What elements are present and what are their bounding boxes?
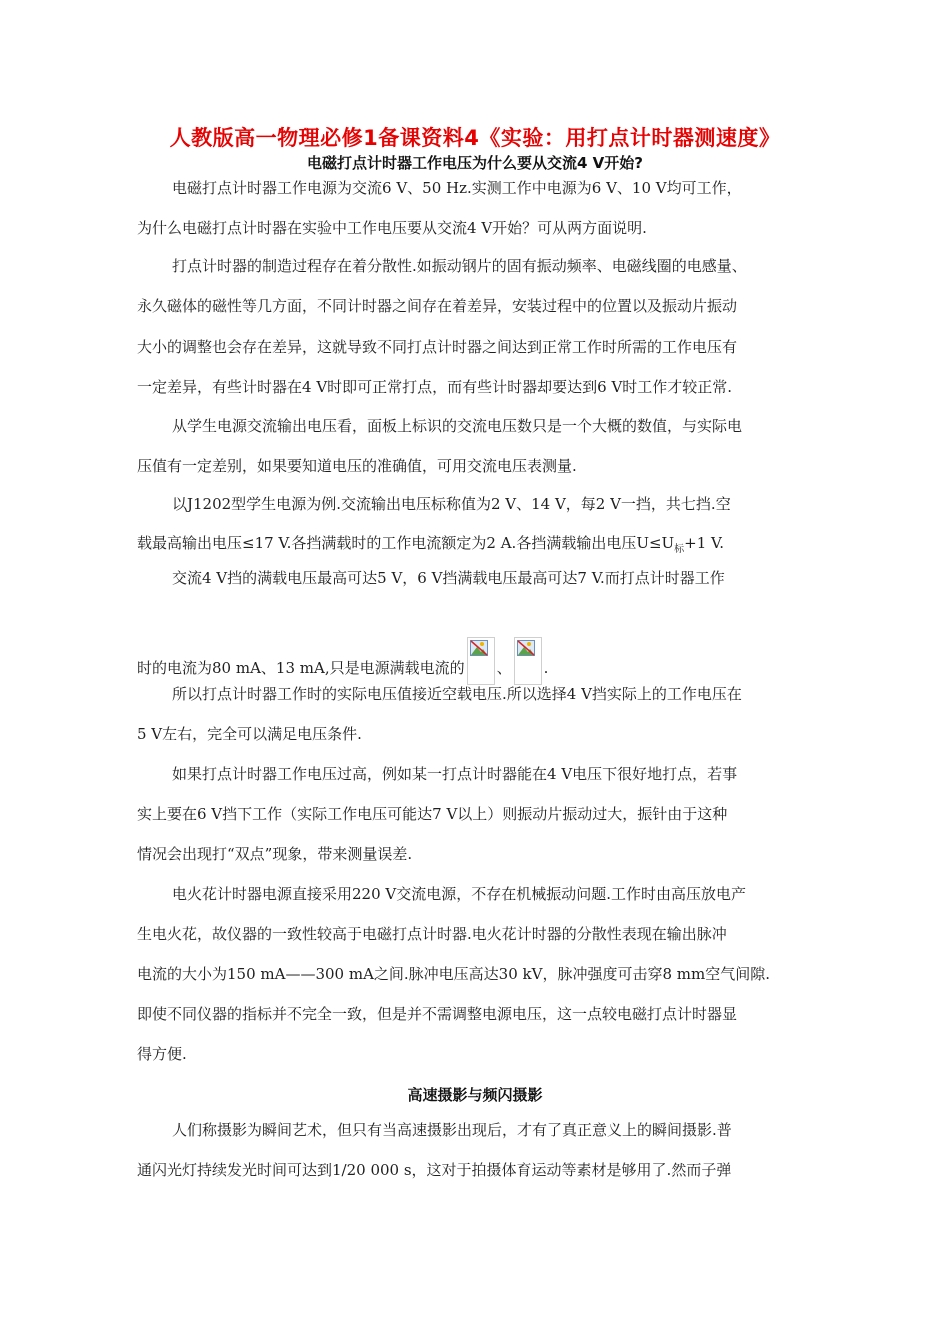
paragraph-line: 永久磁体的磁性等几方面，不同计时器之间存在着差异，安装过程中的位置以及振动片振动 [137,297,738,315]
paragraph-line: 为什么电磁打点计时器在实验中工作电压要从交流4 V开始？可从两方面说明. [137,219,647,237]
paragraph-line: 压值有一定差别，如果要知道电压的准确值，可用交流电压表测量. [137,457,577,475]
paragraph-line: 即使不同仪器的指标并不完全一致，但是并不需调整电源电压，这一点较电磁打点计时器显 [137,1005,738,1023]
section-heading-voltage: 电磁打点计时器工作电压为什么要从交流4 V开始? [307,154,643,172]
paragraph-line: 交流4 V挡的满载电压最高可达5 V，6 V挡满载电压最高可达7 V.而打点计时器工作 [172,569,725,587]
paragraph-line [137,533,724,560]
text-run: . [543,659,549,677]
paragraph-line: 电火花计时器电源直接采用220 V交流电源，不存在机械振动问题.工作时由高压放电产 [172,885,747,903]
paragraph-line: 从学生电源交流输出电压看，面板上标识的交流电压数只是一个大概的数值，与实际电 [172,417,743,435]
paragraph-line: 所以打点计时器工作时的实际电压值接近空载电压.所以选择4 V挡实际上的工作电压在 [172,685,742,703]
paragraph-line: 得方便. [137,1045,187,1063]
paragraph-line: 生电火花，故仪器的一致性较高于电磁打点计时器.电火花计时器的分散性表现在输出脉冲 [137,925,727,943]
paragraph-line: 电流的大小为150 mA——300 mA之间.脉冲电压高达30 kV，脉冲强度可击穿8 mm空气间隙. [137,965,770,983]
broken-image-icon [467,637,495,685]
section-heading-photography: 高速摄影与频闪摄影 [407,1086,543,1104]
broken-image-icon [514,637,542,685]
text-run: 时的电流为80 mA、13 mA,只是电源满载电流的 [137,659,465,677]
text-run: 载最高输出电压≤17 V.各挡满载时的工作电流额定为2 A.各挡满载输出电压U≤U [137,534,675,552]
paragraph-line: 人们称摄影为瞬间艺术，但只有当高速摄影出现后，才有了真正意义上的瞬间摄影.普 [172,1121,732,1139]
paragraph-line [137,637,548,685]
paragraph-line: 5 V左右，完全可以满足电压条件. [137,725,362,743]
text-run: 、 [496,659,512,677]
paragraph-line: 大小的调整也会存在差异，这就导致不同打点计时器之间达到正常工作时所需的工作电压有 [137,338,738,356]
paragraph-line: 打点计时器的制造过程存在着分散性.如振动钢片的固有振动频率、电磁线圈的电感量、 [172,257,747,275]
paragraph-line: 通闪光灯持续发光时间可达到1/20 000 s，这对于拍摄体育运动等素材是够用了.然而子弹 [137,1161,732,1179]
text-run: +1 V. [684,534,725,552]
document-title: 人教版高一物理必修1备课资料4《实验：用打点计时器测速度》 [169,126,781,150]
paragraph-line: 情况会出现打“双点”现象，带来测量误差. [137,845,413,863]
paragraph-line: 实上要在6 V挡下工作（实际工作电压可能达7 V以上）则振动片振动过大，振针由于这种 [137,805,728,823]
subscript: 标 [674,544,685,555]
paragraph-line: 一定差异，有些计时器在4 V时即可正常打点，而有些计时器却要达到6 V时工作才较正常. [137,378,733,396]
paragraph-line: 电磁打点计时器工作电源为交流6 V、50 Hz.实测工作中电源为6 V、10 V均可工作， [172,179,742,197]
paragraph-line: 如果打点计时器工作电压过高，例如某一打点计时器能在4 V电压下很好地打点，若事 [172,765,738,783]
paragraph-line: 以J1202型学生电源为例.交流输出电压标称值为2 V、14 V，每2 V一挡，共七挡.空 [172,495,731,513]
